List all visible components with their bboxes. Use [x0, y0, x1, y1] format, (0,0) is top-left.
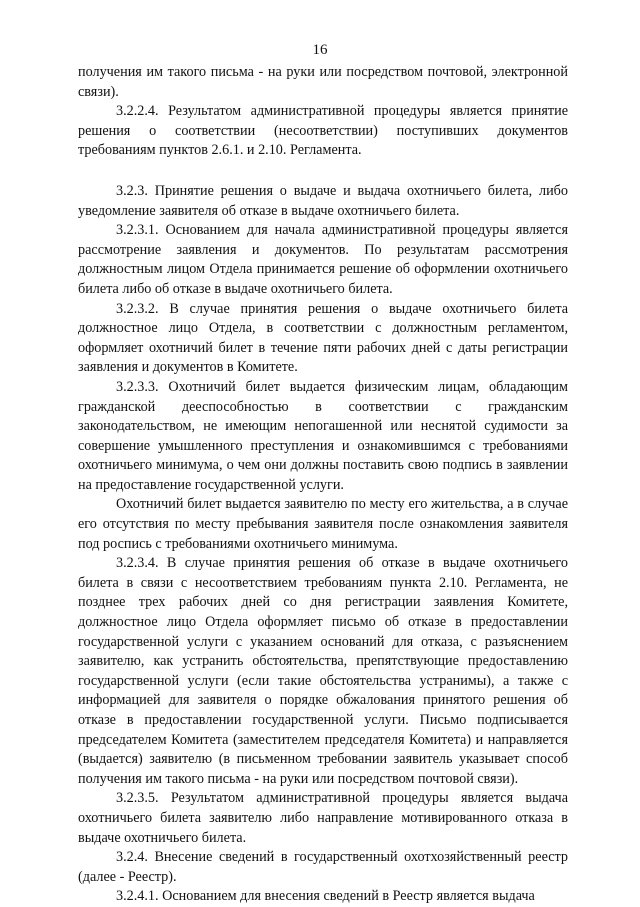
paragraph-3-2-4-1: 3.2.4.1. Основанием для внесения сведений в Реестр является выдача	[116, 888, 535, 905]
paragraph-3-2-3-2: 3.2.3.2. В случае принятия решения о выдаче охотничьего билета должностное лицо Отдела, в соответствии с должностным регламентом, оформляет охотничий билет в течение пяти рабочих дней с даты регистрации заявления и документов в Комитете.	[78, 300, 568, 376]
paragraph-3-2-3-1: 3.2.3.1. Основанием для начала административной процедуры является рассмотрение заявления и документов. По результатам рассмотрения должностным лицом Отдела принимается решение об оформлении охотничьего билета либо об отказе в выдаче охотничьего билета.	[78, 222, 568, 297]
paragraph-residence: Охотничий билет выдается заявителю по месту его жительства, а в случае его отсутствия по месту пребывания заявителя после ознакомления заявителя под роспись с требованиями охотничьего минимума.	[78, 496, 568, 552]
document-body	[78, 63, 568, 907]
paragraph-3-2-4: 3.2.4. Внесение сведений в государственный охотхозяйственный реестр (далее - Реестр).	[78, 849, 568, 885]
paragraph-3-2-3-5: 3.2.3.5. Результатом административной процедуры является выдача охотничьего билета заявителю либо направление мотивированного отказа в выдаче охотничьего билета.	[78, 790, 568, 846]
paragraph-3-2-3-4: 3.2.3.4. В случае принятия решения об отказе в выдаче охотничьего билета в связи с несоответствием требованиям пункта 2.10. Регламента, не позднее трех рабочих дней со дня регистрации заявления Комитете, должностное лицо Отдела оформляет письмо об отказе в предоставлении государственной услуги с указанием оснований для отказа, с разъяснением заявителю, как устранить обстоятельства, препятствующие предоставлению государственной услуги (если такие обстоятельства устранимы), а также с информацией для заявителя о порядке обжалования принятого решения об отказе в предоставлении государственной услуги. Письмо подписывается председателем Комитета (заместителем председателя Комитета) и направляется (выдается) заявителю (в письменном требовании заявитель указывает способ получения им такого письма - на руки или посредством почтовой связи).	[78, 555, 568, 787]
paragraph-3-2-2-4: 3.2.2.4. Результатом административной процедуры является принятие решения о соответствии (несоответствии) поступивших документов требованиям пунктов 2.6.1. и 2.10. Регламента.	[78, 103, 568, 159]
paragraph-continuation: получения им такого письма - на руки или посредством почтовой, электронной связи).	[78, 64, 568, 100]
paragraph-3-2-3-3: 3.2.3.3. Охотничий билет выдается физическим лицам, обладающим гражданской дееспособностью в соответствии с гражданским законодательством, не имеющим непогашенной или неснятой судимости за совершение умышленного преступления и ознакомившимся с требованиями охотничьего минимума, о чем они должны поставить свою подпись в заявлении на предоставление государственной услуги.	[78, 378, 568, 493]
page-number: 16	[312, 42, 328, 58]
paragraph-3-2-3: 3.2.3. Принятие решения о выдаче и выдача охотничьего билета, либо уведомление заявителя об отказе в выдаче охотничьего билета.	[78, 182, 568, 219]
